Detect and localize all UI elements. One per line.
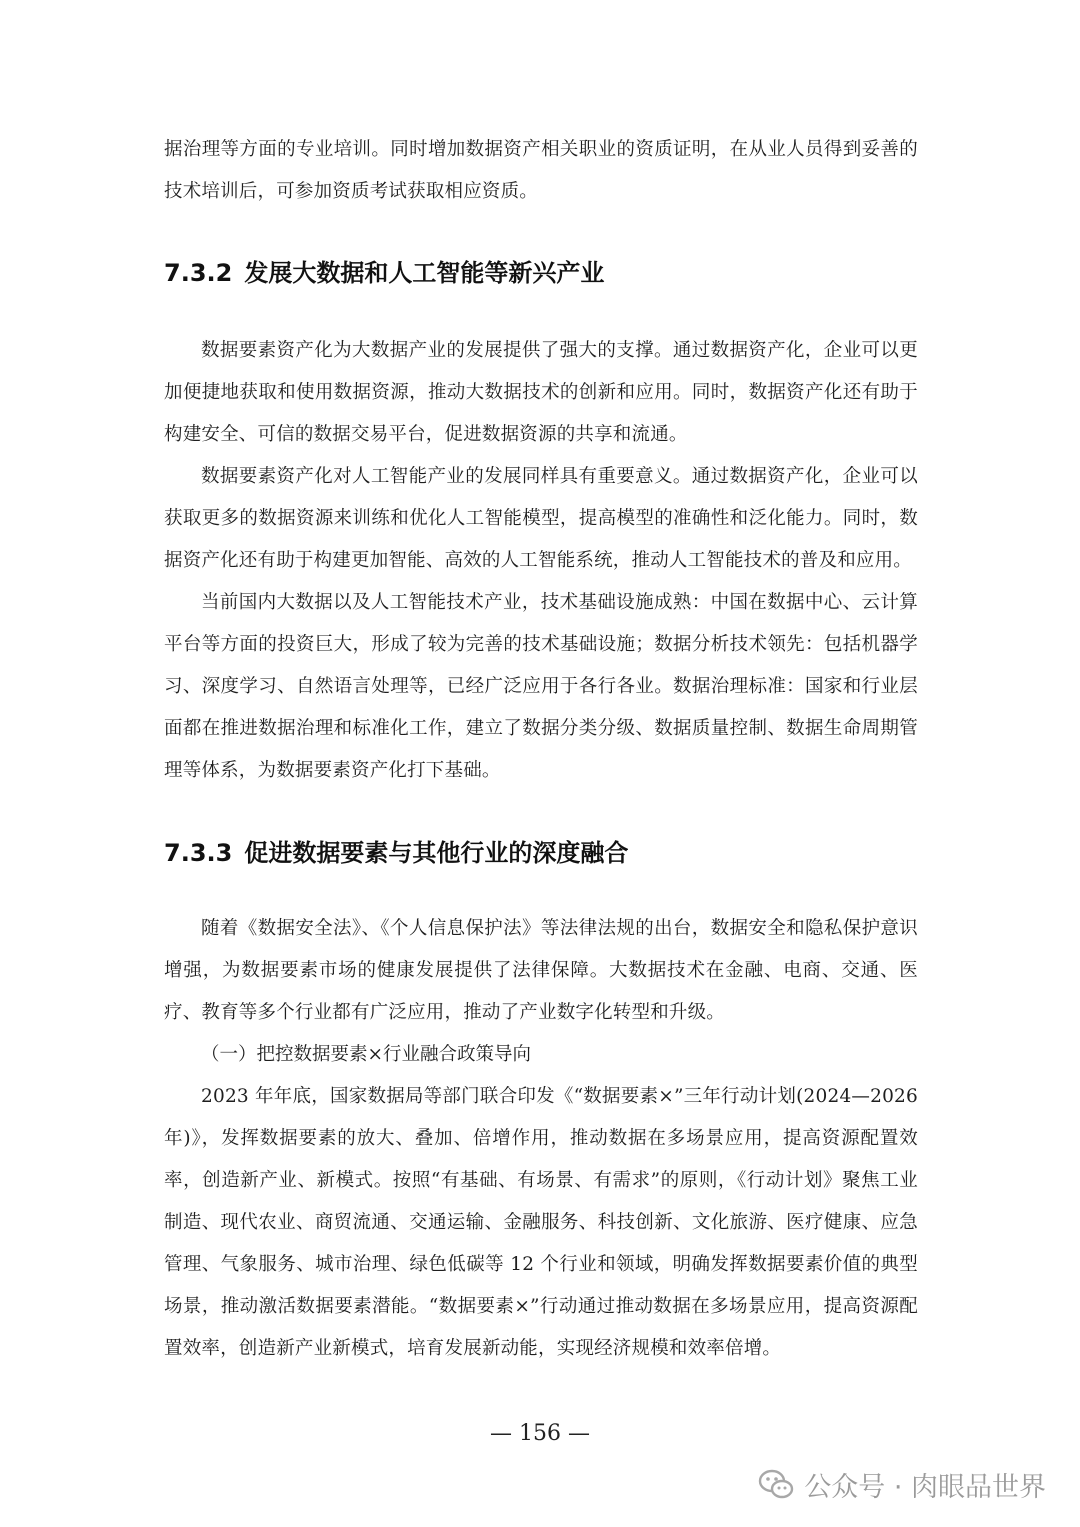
section-title: 促进数据要素与其他行业的深度融合: [244, 839, 629, 867]
wechat-icon: [758, 1468, 794, 1500]
body-paragraph: 当前国内大数据以及人工智能技术产业，技术基础设施成熟：中国在数据中心、云计算平台等方面的投资巨大，形成了较为完善的技术基础设施；数据分析技术领先：包括机器学习、深度学习、自然语言处理等，已经广泛应用于各行各业。数据治理标准：国家和行业层面都在推进数据治理和标准化工作，建立了数据分类分级、数据质量控制、数据生命周期管理等体系，为数据要素资产化打下基础。: [164, 592, 918, 781]
section-number: 7.3.2: [164, 259, 233, 287]
page-number: — 156 —: [490, 1421, 590, 1446]
watermark: [758, 1464, 1046, 1504]
intro-paragraph: 据治理等方面的专业培训。同时增加数据资产相关职业的资质证明，在从业人员得到妥善的技术培训后，可参加资质考试获取相应资质。: [164, 139, 918, 202]
body-paragraph: 2023 年年底，国家数据局等部门联合印发《“数据要素×”三年行动计划(2024—2026年)》，发挥数据要素的放大、叠加、倍增作用，推动数据在多场景应用，提高资源配置效率，创造新产业、新模式。按照“有基础、有场景、有需求”的原则，《行动计划》聚焦工业制造、现代农业、商贸流通、交通运输、金融服务、科技创新、文化旅游、医疗健康、应急管理、气象服务、城市治理、绿色低碳等 12 个行业和领域，明确发挥数据要素价值的典型场景，推动激活数据要素潜能。“数据要素×”行动通过推动数据在多场景应用，提高资源配置效率，创造新产业新模式，培育发展新动能，实现经济规模和效率倍增。: [164, 1086, 918, 1359]
section-number: 7.3.3: [164, 839, 233, 867]
intro-block: [164, 129, 918, 213]
body-paragraph: 数据要素资产化对人工智能产业的发展同样具有重要意义。通过数据资产化，企业可以获取更多的数据资源来训练和优化人工智能模型，提高模型的准确性和泛化能力。同时，数据资产化还有助于构建更加智能、高效的人工智能系统，推动人工智能技术的普及和应用。: [164, 466, 918, 571]
section-heading-7-3-3: [164, 837, 628, 869]
section-title: 发展大数据和人工智能等新兴产业: [244, 259, 605, 287]
section-7-3-3-body: [164, 908, 918, 1370]
body-paragraph: 数据要素资产化为大数据产业的发展提供了强大的支撑。通过数据资产化，企业可以更加便捷地获取和使用数据资源，推动大数据技术的创新和应用。同时，数据资产化还有助于构建安全、可信的数据交易平台，促进数据资源的共享和流通。: [164, 340, 918, 445]
watermark-text: 公众号 · 肉眼品世界: [804, 1471, 1046, 1503]
section-7-3-2-body: [164, 330, 918, 792]
section-heading-7-3-2: [164, 257, 604, 289]
subheading: （一）把控数据要素×行业融合政策导向: [201, 1044, 532, 1065]
body-paragraph: 随着《数据安全法》、《个人信息保护法》等法律法规的出台，数据安全和隐私保护意识增强，为数据要素市场的健康发展提供了法律保障。大数据技术在金融、电商、交通、医疗、教育等多个行业都有广泛应用，推动了产业数字化转型和升级。: [164, 918, 918, 1023]
